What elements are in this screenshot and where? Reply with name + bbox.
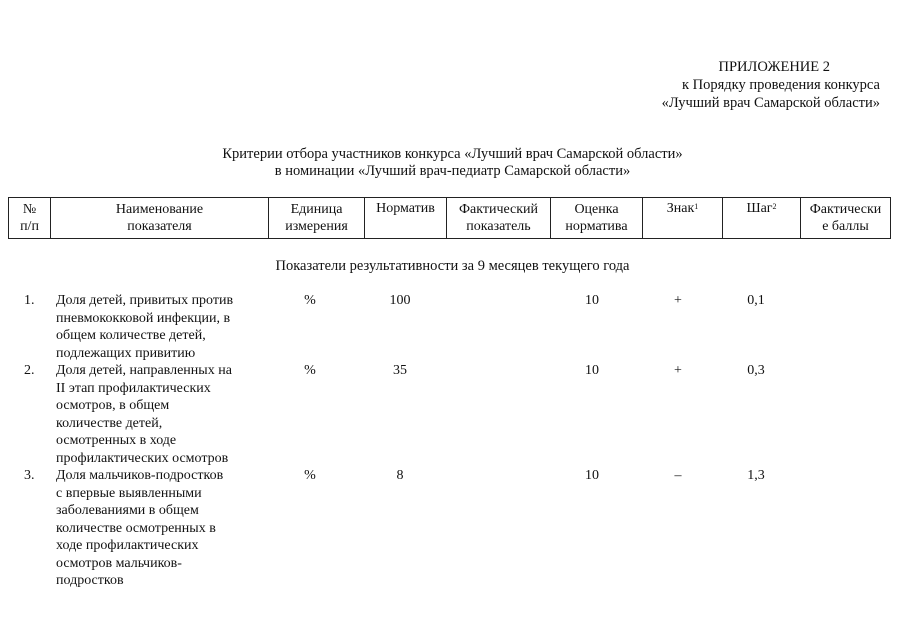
step-footnote-mark: 2: [772, 202, 777, 211]
row-norm: 100: [389, 293, 411, 308]
row-step: 1,3: [747, 468, 765, 483]
row-indicator-name: Доля мальчиков-подростков с впервые выявленными заболеваниями в общем количестве осмотренных в ходе профилактических осмотров мальчиков- подростков: [56, 468, 224, 588]
appendix-reference: к Порядку проведения конкурса: [681, 77, 880, 93]
row-sign: +: [674, 293, 682, 308]
row-score: 10: [585, 293, 599, 308]
title-line-1: Критерии отбора участников конкурса «Лучший врач Самарской области»: [222, 146, 683, 162]
row-step: 0,3: [747, 363, 765, 378]
header-num: № п/п: [9, 198, 51, 239]
header-norm: Норматив: [365, 198, 447, 239]
row-unit: %: [304, 363, 316, 378]
row-indicator-name: Доля детей, привитых против пневмококковой инфекции, в общем количестве детей, подлежащих привитию: [56, 293, 234, 361]
criteria-table-header: [8, 197, 891, 239]
header-name: Наименование показателя: [51, 198, 269, 239]
header-sign: Знак$^1$: [643, 198, 723, 239]
appendix-number: ПРИЛОЖЕНИЕ 2: [718, 59, 830, 75]
header-actual: Фактический показатель: [447, 198, 551, 239]
header-step: Шаг$^2$: [723, 198, 801, 239]
appendix-contest-name: «Лучший врач Самарской области»: [661, 95, 880, 111]
row-step: 0,1: [747, 293, 765, 308]
row-unit: %: [304, 468, 316, 483]
row-number: 1.: [24, 293, 35, 308]
row-unit: %: [304, 293, 316, 308]
row-number: 2.: [24, 363, 35, 378]
row-sign: +: [674, 363, 682, 378]
title-line-2: в номинации «Лучший врач-педиатр Самарской области»: [274, 163, 631, 179]
row-indicator-name: Доля детей, направленных на II этап профилактических осмотров, в общем количестве детей, осмотренных в ходе профилактических осмотров: [56, 363, 232, 466]
row-number: 3.: [24, 468, 35, 483]
row-norm: 35: [393, 363, 407, 378]
row-sign: –: [674, 468, 682, 483]
appendix-header: [662, 58, 880, 112]
section-title: Показатели результативности за 9 месяцев текущего года: [275, 258, 630, 274]
row-score: 10: [585, 363, 599, 378]
header-points: Фактически е баллы: [801, 198, 891, 239]
header-score: Оценка норматива: [551, 198, 643, 239]
row-score: 10: [585, 468, 599, 483]
sign-footnote-mark: 1: [694, 202, 699, 211]
row-norm: 8: [396, 468, 404, 483]
header-unit: Единица измерения: [269, 198, 365, 239]
document-title: [0, 146, 905, 180]
